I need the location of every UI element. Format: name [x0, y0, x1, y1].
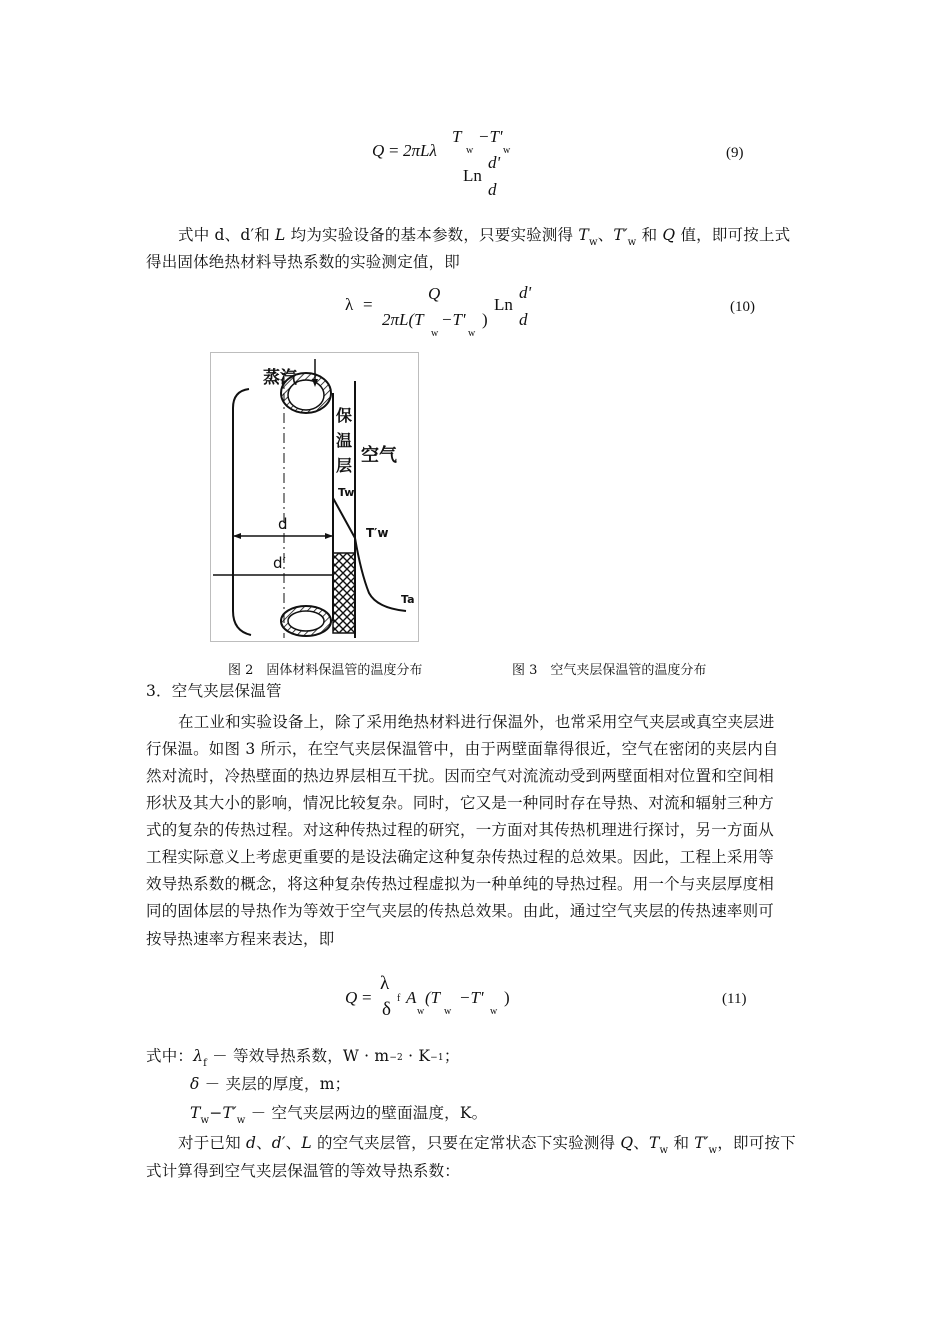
- eq11-equals: =: [362, 988, 372, 1007]
- text: 、: [633, 1134, 649, 1152]
- figure-2-caption: 图 2 固体材料保温管的温度分布: [228, 663, 423, 678]
- eq11-paren-open: (T: [425, 988, 441, 1007]
- var-d-prime: d′: [271, 1134, 286, 1152]
- eq9-frac-den: d: [488, 180, 497, 199]
- text: 值，即可按上式: [675, 226, 791, 244]
- eq10-den-b: −T': [441, 310, 466, 329]
- var-T-prime: −T′: [209, 1104, 237, 1122]
- eq10-ln: Ln: [494, 295, 513, 314]
- eq10-den-a: 2πL(T: [382, 310, 424, 329]
- figure-3-caption: 图 3 空气夹层保温管的温度分布: [512, 663, 707, 678]
- eq11-minus: −T': [459, 988, 484, 1007]
- figure-2-drawing: [211, 353, 418, 641]
- text: 和: [636, 226, 663, 244]
- text: 、: [597, 226, 614, 244]
- sub: w: [236, 1115, 246, 1126]
- eq9-frac-num: d': [488, 153, 501, 172]
- eq9-coefficient: 2πLλ: [403, 141, 437, 160]
- eq11-lambda: λ: [380, 973, 390, 994]
- text: ；: [443, 1047, 460, 1065]
- fig-insul-1: 保: [336, 406, 353, 425]
- sub: f: [203, 1058, 208, 1069]
- var-T-prime: T′: [613, 226, 628, 244]
- var-T: T: [578, 226, 589, 244]
- section-line-7: 效导热系数的概念，将这种复杂传热过程虚拟为一种单纯的导热过程。用一个与夹层厚度相: [146, 875, 775, 893]
- var-d: d: [245, 1134, 257, 1152]
- eq11-delta: δ: [382, 999, 391, 1020]
- section-line-4: 形状及其大小的影响，情况比较复杂。同时，它又是一种同时存在导热、对流和辐射三种方: [146, 794, 775, 812]
- fig-tw-prime-label: T′w: [366, 526, 389, 540]
- eq10-lhs: λ: [345, 295, 354, 314]
- text: － 等效导热系数，W · m: [207, 1047, 390, 1065]
- text: 对于已知: [178, 1134, 246, 1152]
- final-line2: 式计算得到空气夹层保温管的等效导热系数：: [146, 1162, 461, 1180]
- fig-air-label: 空气: [361, 445, 397, 466]
- final-line1: [178, 1129, 796, 1160]
- section-line-1: 在工业和实验设备上，除了采用绝热材料进行保温外，也常采用空气夹层或真空夹层进: [178, 713, 775, 731]
- eq10-den-sub1: w: [431, 328, 439, 339]
- text: 式中：: [146, 1047, 194, 1065]
- var-lambda: λ: [193, 1047, 204, 1065]
- eq11-T-sub: w: [444, 1006, 452, 1017]
- eq11-A: A: [406, 988, 417, 1007]
- eq10-equals: =: [363, 295, 373, 314]
- eq9-numerator-sub: w: [466, 145, 474, 156]
- eq11-paren-close: ): [504, 988, 510, 1007]
- fig-tw-label: Tw: [338, 486, 355, 499]
- eq9-equals: =: [389, 141, 399, 160]
- section-line-5: 式的复杂的传热过程。对这种传热过程的研究，一方面对其传热机理进行探讨，另一方面从: [146, 821, 775, 839]
- figure-2-frame: [210, 352, 419, 642]
- var-T-prime: T′: [694, 1134, 709, 1152]
- eq9-numerator-sub2: w: [503, 145, 511, 156]
- fig-steam-label: 蒸汽: [263, 368, 297, 388]
- section-heading: 3．空气夹层保温管: [146, 682, 282, 700]
- text: 和: [668, 1134, 695, 1152]
- eq10-numerator: Q: [428, 284, 441, 303]
- var-delta: δ: [190, 1075, 200, 1093]
- fig-d-label: d: [278, 515, 288, 533]
- eq9-lhs: Q: [372, 141, 385, 160]
- eq10-frac-num: d': [519, 283, 532, 302]
- eq11-T2-sub: w: [490, 1006, 498, 1017]
- var-L: L: [301, 1134, 312, 1152]
- eq11-lhs: Q: [345, 988, 358, 1007]
- eq11-lambda-sub: f: [397, 993, 401, 1004]
- sub: w: [627, 237, 637, 248]
- exp: −2: [389, 1053, 403, 1063]
- var-L: L: [275, 226, 286, 244]
- sub: w: [200, 1115, 210, 1126]
- section-line-6: 工程实际意义上考虑更重要的是设法确定这种复杂传热过程的总效果。因此，工程上采用等: [146, 848, 775, 866]
- eq10-den-sub2: w: [468, 328, 476, 339]
- def-delta: [190, 1070, 350, 1098]
- def-lambda: [146, 1042, 460, 1073]
- eq10-den-c: ): [482, 310, 488, 329]
- fig-insul-2: 温: [336, 431, 353, 450]
- sub: w: [659, 1145, 669, 1156]
- section-line-2: 行保温。如图 3 所示，在空气夹层保温管中，由于两壁面靠得很近，空气在密闭的夹层内自: [146, 740, 779, 758]
- text: 均为实验设备的基本参数，只要实验测得: [285, 226, 579, 244]
- var-T: T: [649, 1134, 660, 1152]
- eq11-A-sub: w: [417, 1006, 425, 1017]
- var-T: T: [190, 1104, 201, 1122]
- text: － 空气夹层两边的壁面温度，K。: [245, 1104, 488, 1122]
- eq9-ln: Ln: [463, 166, 482, 185]
- eq11-number: (11): [722, 991, 747, 1007]
- eq9-numerator-minus: −T': [478, 127, 503, 146]
- eq9-numerator-t: T: [452, 127, 462, 146]
- sub: w: [588, 237, 598, 248]
- section-line-9: 按导热速率方程来表达，即: [146, 930, 335, 948]
- fig-insul-3: 层: [336, 456, 353, 475]
- text: － 夹层的厚度，m；: [199, 1075, 351, 1093]
- section-line-8: 同的固体层的导热作为等效于空气夹层的传热总效果。由此，通过空气夹层的传热速率则可: [146, 902, 775, 920]
- eq10-frac-den: d: [519, 310, 528, 329]
- fig-d-prime-label: d′: [273, 554, 286, 572]
- section-line-3: 然对流时，冷热壁面的热边界层相互干扰。因而空气对流流动受到两壁面相对位置和空间相: [146, 767, 775, 785]
- para1-line2: 得出固体绝热材料导热系数的实验测定值，即: [146, 253, 461, 271]
- def-tw: [190, 1099, 487, 1130]
- text: 、: [285, 1134, 302, 1152]
- sub: w: [708, 1145, 718, 1156]
- eq10-number: (10): [730, 299, 755, 315]
- exp: −1: [430, 1053, 444, 1063]
- fig-ta-label: Ta: [401, 593, 415, 606]
- text: 的空气夹层管，只要在定常状态下实验测得: [311, 1134, 621, 1152]
- eq9-number: (9): [726, 145, 744, 161]
- text: · K: [402, 1047, 431, 1065]
- var-Q: Q: [620, 1134, 634, 1152]
- var-Q: Q: [662, 226, 676, 244]
- text: 式中 d、d′和: [178, 226, 276, 244]
- text: 、: [256, 1134, 272, 1152]
- text: ，即可按下: [717, 1134, 796, 1152]
